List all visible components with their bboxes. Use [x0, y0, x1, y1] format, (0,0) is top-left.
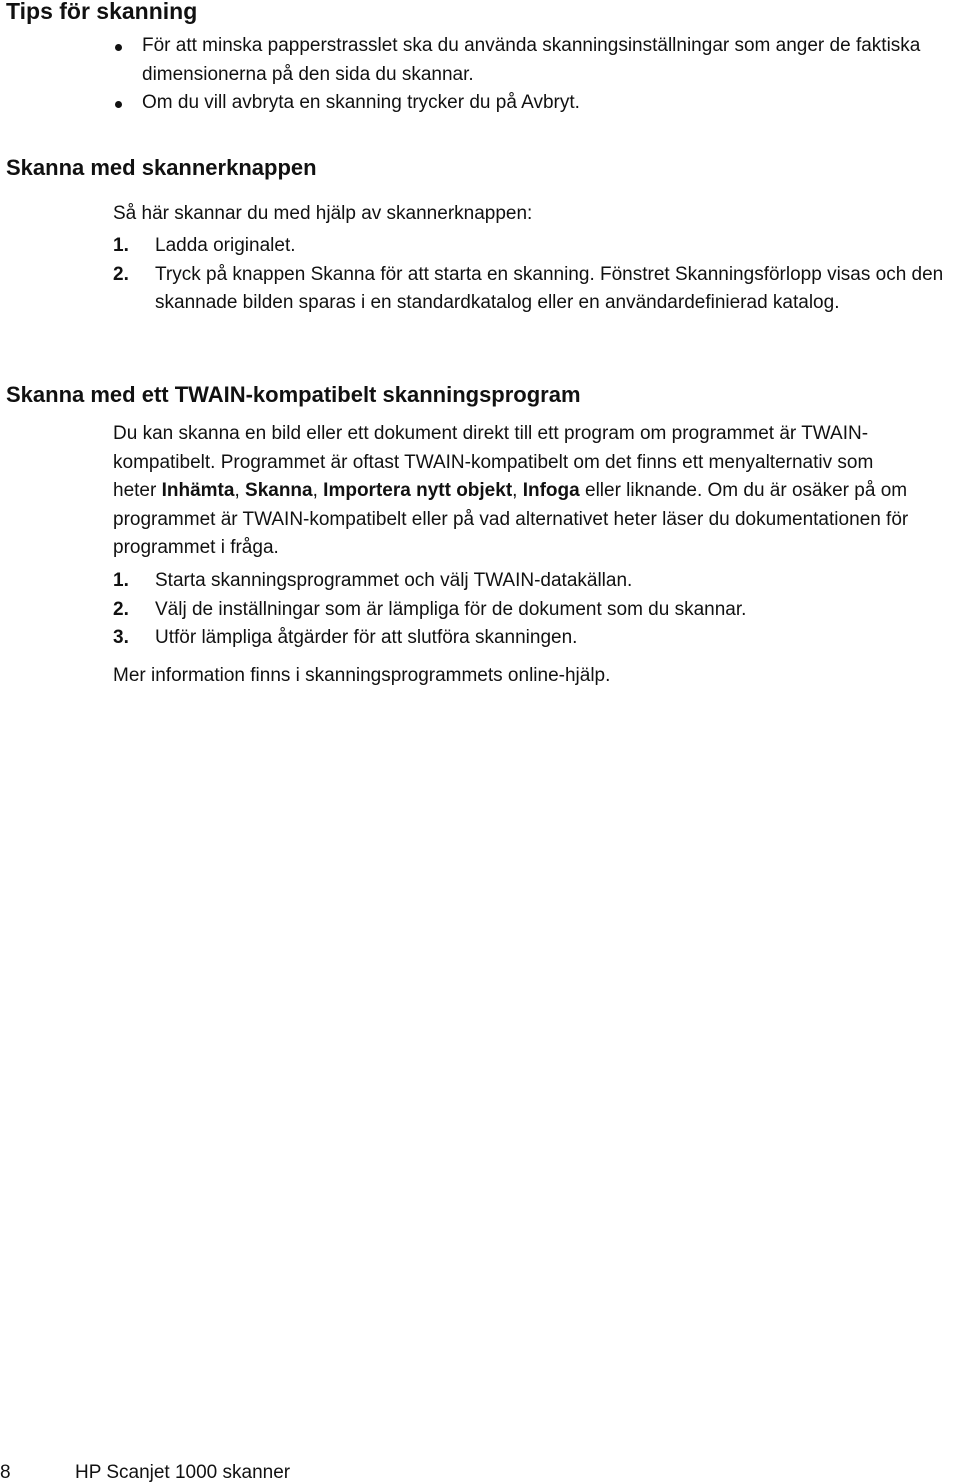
- step-number: 1.: [113, 570, 129, 591]
- menu-term-importera: Importera nytt objekt: [323, 480, 513, 501]
- step-text: Välj de inställningar som är lämpliga för de dokument som du skannar.: [155, 598, 747, 620]
- list-item: [113, 232, 958, 261]
- menu-term-inhamta: Inhämta: [161, 480, 235, 501]
- section-title-scanner-button: Skanna med skannerknappen: [6, 155, 317, 180]
- twain-intro-paragraph: [113, 420, 913, 563]
- list-item: [113, 32, 953, 89]
- step-number: 2.: [113, 598, 129, 620]
- bullet-icon: [115, 44, 122, 51]
- footer-product-title: HP Scanjet 1000 skanner: [75, 1462, 291, 1483]
- tips-list: [113, 32, 953, 118]
- list-item: [113, 567, 958, 596]
- outro-text: Mer information finns i skanningsprogrammets online-hjälp.: [113, 665, 611, 686]
- separator: ,: [512, 480, 523, 501]
- section-title-tips: Tips för skanning: [6, 0, 198, 24]
- step-number: 1.: [113, 235, 129, 256]
- step-text: Tryck på knappen Skanna för att starta en skanning. Fönstret Skanningsförlopp visas och den skannade bilden sparas i en standardkatalog eller en användardefinierad katalog.: [155, 263, 944, 313]
- bullet-icon: [115, 101, 122, 108]
- menu-term-infoga: Infoga: [522, 480, 580, 501]
- page-number: 8: [0, 1462, 11, 1483]
- step-number: 3.: [113, 627, 129, 648]
- twain-steps: [113, 567, 958, 653]
- scanner-button-steps: [113, 232, 958, 318]
- list-item: [113, 89, 953, 118]
- list-item: [113, 596, 958, 625]
- list-item: [113, 624, 958, 653]
- intro-text: Du kan skanna en bild eller ett dokument direkt till ett program om programmet är TWAIN-kompatibelt. Programmet är oftast TWAIN-kompatibelt om det finns ett menyalternativ som heter: [113, 423, 874, 501]
- step-text: Utför lämpliga åtgärder för att slutföra skanningen.: [155, 627, 578, 648]
- separator: ,: [312, 480, 324, 501]
- step-number: 2.: [113, 263, 129, 285]
- intro-text: Så här skannar du med hjälp av skannerknappen:: [113, 203, 533, 224]
- menu-term-skanna: Skanna: [245, 480, 313, 501]
- step-text: Ladda originalet.: [155, 235, 296, 256]
- list-item: [113, 261, 958, 318]
- list-item-text: Om du vill avbryta en skanning trycker du på Avbryt.: [142, 92, 580, 113]
- step-text: Starta skanningsprogrammet och välj TWAIN-datakällan.: [155, 570, 633, 591]
- list-item-text: För att minska papperstrasslet ska du använda skanningsinställningar som anger de faktiska dimensionerna på den sida du skannar.: [142, 35, 921, 85]
- section-title-twain: Skanna med ett TWAIN-kompatibelt skanningsprogram: [6, 382, 581, 407]
- separator: ,: [234, 480, 246, 501]
- intro-text: eller liknande. Om du är osäker på om programmet är TWAIN-kompatibelt eller på vad alternativet heter läser du dokumentationen för programmet i fråga.: [113, 480, 909, 558]
